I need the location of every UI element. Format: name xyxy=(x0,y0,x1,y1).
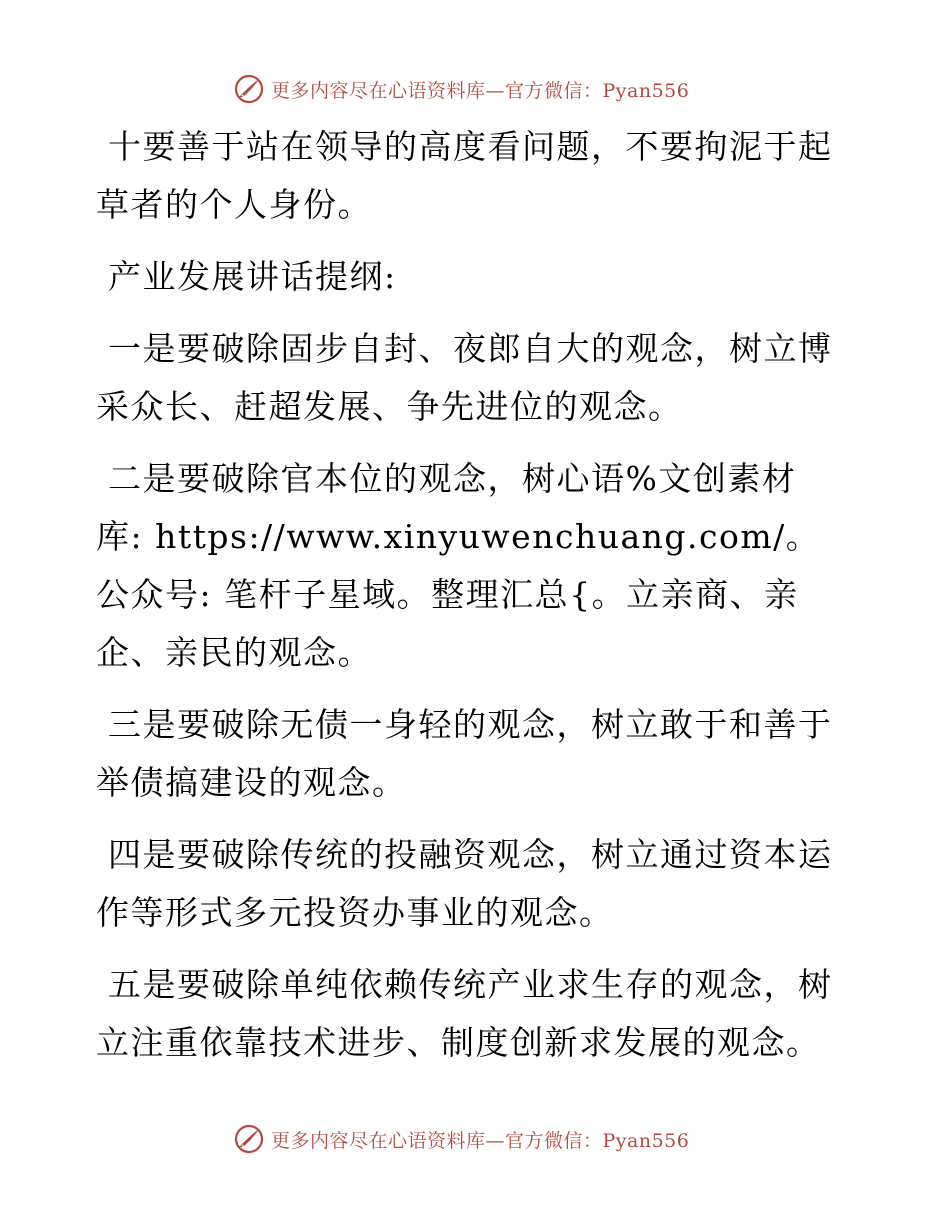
paragraph: 四是要破除传统的投融资观念，树立通过资本运作等形式多元投资办事业的观念。 xyxy=(96,835,833,932)
paragraph: 一是要破除固步自封、夜郎自大的观念，树立博采众长、赶超发展、争先进位的观念。 xyxy=(96,329,833,426)
paragraph: 五是要破除单纯依赖传统产业求生存的观念，树立注重依靠技术进步、制度创新求发展的观念。 xyxy=(96,965,833,1062)
paragraph: 十要善于站在领导的高度看问题，不要拘泥于起草者的个人身份。 xyxy=(96,127,833,224)
watermark-text: 更多内容尽在心语资料库—官方微信：Pyan556 xyxy=(271,1129,690,1152)
paragraph: 产业发展讲话提纲: xyxy=(108,257,397,296)
footer-watermark xyxy=(233,1122,793,1156)
document-body xyxy=(96,118,836,1086)
paragraph: 三是要破除无债一身轻的观念，树立敢于和善于举债搞建设的观念。 xyxy=(96,705,833,802)
quill-pen-logo-icon xyxy=(233,73,265,105)
quill-pen-logo-icon xyxy=(233,1123,265,1155)
paragraph: 二是要破除官本位的观念，树心语%文创素材库: https://www.xinyuwenchuang.com/。公众号: 笔杆子星域。整理汇总{。立亲商、亲企、亲民的观念。 xyxy=(96,459,821,672)
watermark-text: 更多内容尽在心语资料库—官方微信：Pyan556 xyxy=(271,79,690,102)
header-watermark xyxy=(233,72,793,106)
